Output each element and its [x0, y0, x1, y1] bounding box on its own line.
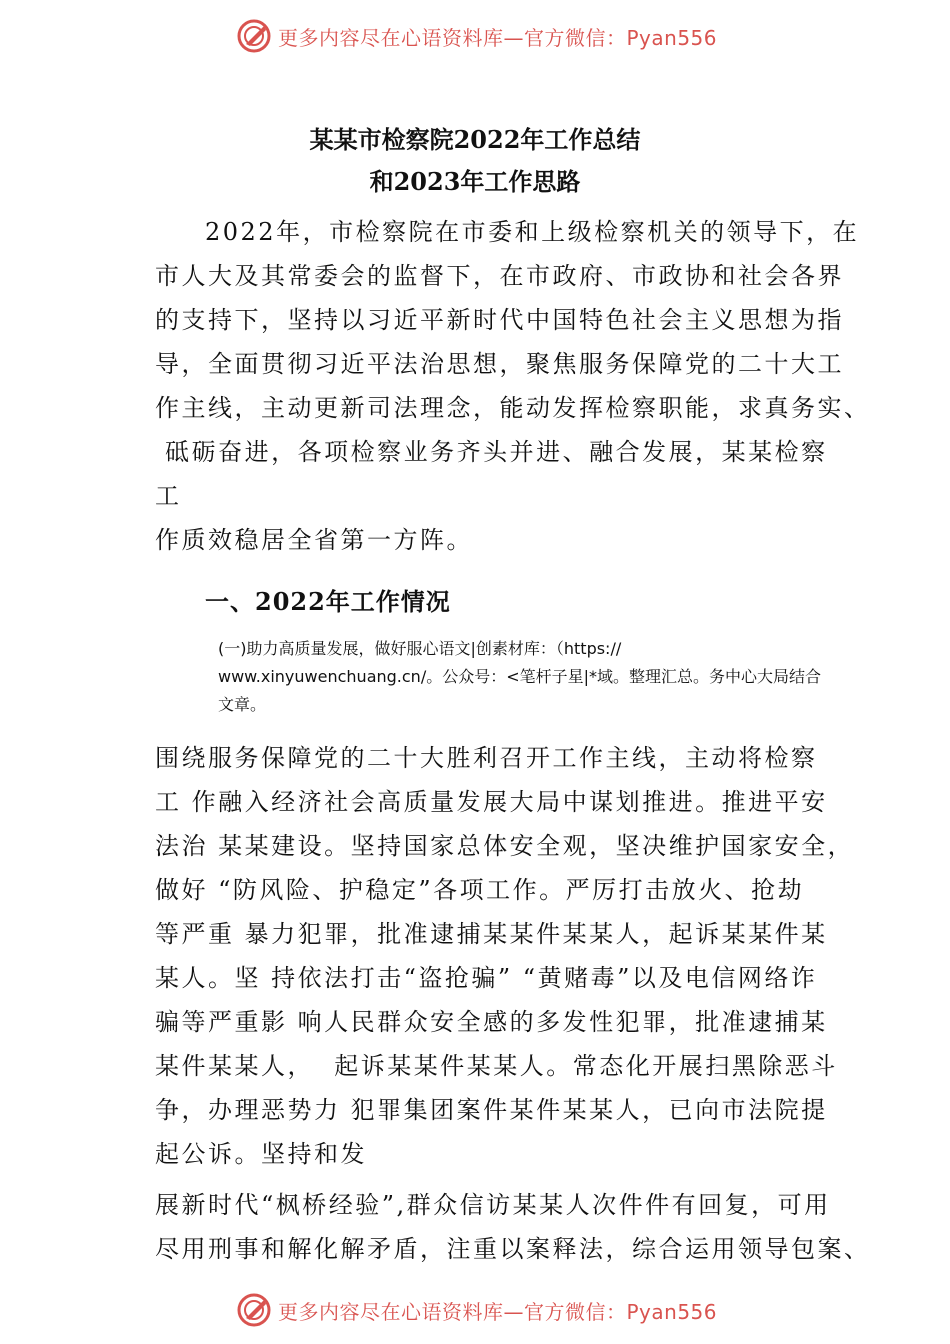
subsection-line: (一)助力高质量发展，做好服心语文|创素材库：（https://: [218, 639, 622, 658]
document-title-line-2: 和2023年工作思路: [369, 167, 581, 196]
body-line: 某人。坚 持依法打击“盗抢骗” “黄赌毒”以及电信网络诈: [155, 964, 818, 992]
intro-line: 作质效稳居全省第一方阵。: [155, 526, 473, 554]
intro-line: 工: [155, 482, 182, 510]
body-line: 围绕服务保障党的二十大胜利召开工作主线，主动将检察: [155, 744, 818, 772]
subsection-line: www.xinyuwenchuang.cn/。公众号：<笔杆子星|*域。整理汇总。务中心大局结合: [218, 667, 822, 686]
intro-line: 导，全面贯彻习近平法治思想，聚焦服务保障党的二十大工: [155, 350, 844, 378]
body-line: 骗等严重影 响人民群众安全感的多发性犯罪，批准逮捕某: [155, 1008, 828, 1036]
brand-logo-icon: [236, 18, 272, 54]
body-line: 等严重 暴力犯罪，批准逮捕某某件某某人，起诉某某件某: [155, 920, 828, 948]
footer-banner-text: 更多内容尽在心语资料库—官方微信：Pyan556: [278, 1299, 718, 1324]
subsection-line: 文章。: [218, 695, 267, 714]
header-banner: [236, 16, 736, 56]
body-line: 做好 “防风险、护稳定”各项工作。严厉打击放火、抢劫: [155, 876, 805, 904]
body-line: 某件某某人， 起诉某某件某某人。常态化开展扫黑除恶斗: [155, 1052, 838, 1080]
body-line: 展新时代“枫桥经验”,群众信访某某人次件件有回复，可用: [155, 1191, 831, 1219]
body-line: 起公诉。坚持和发: [155, 1140, 367, 1168]
brand-logo-icon: [236, 1292, 272, 1328]
intro-line: 的支持下，坚持以习近平新时代中国特色社会主义思想为指: [155, 306, 844, 334]
document-title-line-1: 某某市检察院2022年工作总结: [309, 125, 641, 154]
intro-line: 作主线，主动更新司法理念，能动发挥检察职能，求真务实、: [155, 394, 871, 422]
intro-line: 砥砺奋进，各项检察业务齐头并进、融合发展，某某检察: [155, 438, 828, 466]
body-line: 法治 某某建设。坚持国家总体安全观，坚决维护国家安全，: [155, 832, 855, 860]
body-line: 工 作融入经济社会高质量发展大局中谋划推进。推进平安: [155, 788, 828, 816]
body-line: 尽用刑事和解化解矛盾，注重以案释法，综合运用领导包案、: [155, 1235, 871, 1263]
intro-line: 2022年，市检察院在市委和上级检察机关的领导下，在: [205, 218, 860, 246]
section-heading: 一、2022年工作情况: [205, 587, 451, 616]
intro-line: 市人大及其常委会的监督下，在市政府、市政协和社会各界: [155, 262, 844, 290]
footer-banner: [236, 1290, 736, 1330]
header-banner-text: 更多内容尽在心语资料库—官方微信：Pyan556: [278, 25, 718, 50]
body-line: 争，办理恶势力 犯罪集团案件某件某某人，已向市法院提: [155, 1096, 828, 1124]
